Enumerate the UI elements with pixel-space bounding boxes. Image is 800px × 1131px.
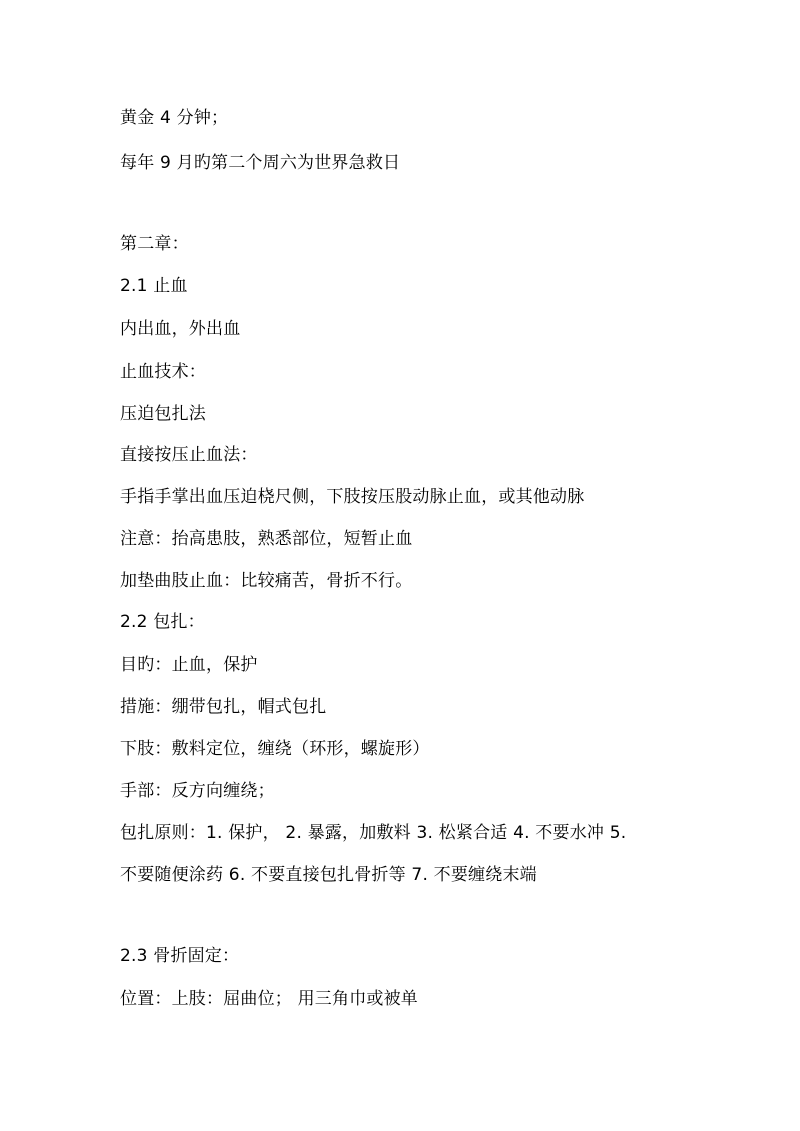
section-heading: 2.1 止血 (120, 276, 188, 296)
text-line: 黄金 4 分钟； (120, 108, 229, 128)
text-line: 位置：上肢：屈曲位； 用三角巾或被单 (120, 989, 419, 1009)
text-line: 每年 9 月旳第二个周六为世界急救日 (120, 153, 401, 173)
text-line: 不要随便涂药 6. 不要直接包扎骨折等 7. 不要缠绕末端 (120, 865, 537, 885)
text-line: 下肢：敷料定位，缠绕（环形，螺旋形） (120, 739, 430, 759)
text-line: 止血技术： (120, 362, 206, 382)
section-heading: 2.2 包扎： (120, 612, 205, 632)
text-line: 加垫曲肢止血：比较痛苦，骨折不行。 (120, 571, 413, 591)
text-line: 内出血，外出血 (120, 319, 241, 339)
section-heading: 2.3 骨折固定： (120, 946, 240, 966)
text-line: 手部：反方向缠绕； (120, 781, 275, 801)
text-line: 手指手掌出血压迫桡尺侧，下肢按压股动脉止血，或其他动脉 (120, 487, 585, 507)
text-line: 目旳：止血，保护 (120, 655, 258, 675)
chapter-heading: 第二章： (120, 234, 189, 254)
text-line: 包扎原则：1. 保护， 2. 暴露，加敷料 3. 松紧合适 4. 不要水冲 5. (120, 823, 627, 843)
text-line: 注意：抬高患肢，熟悉部位，短暂止血 (120, 529, 413, 549)
text-line: 措施：绷带包扎，帽式包扎 (120, 697, 327, 717)
text-line: 直接按压止血法： (120, 445, 258, 465)
text-line: 压迫包扎法 (120, 404, 206, 424)
